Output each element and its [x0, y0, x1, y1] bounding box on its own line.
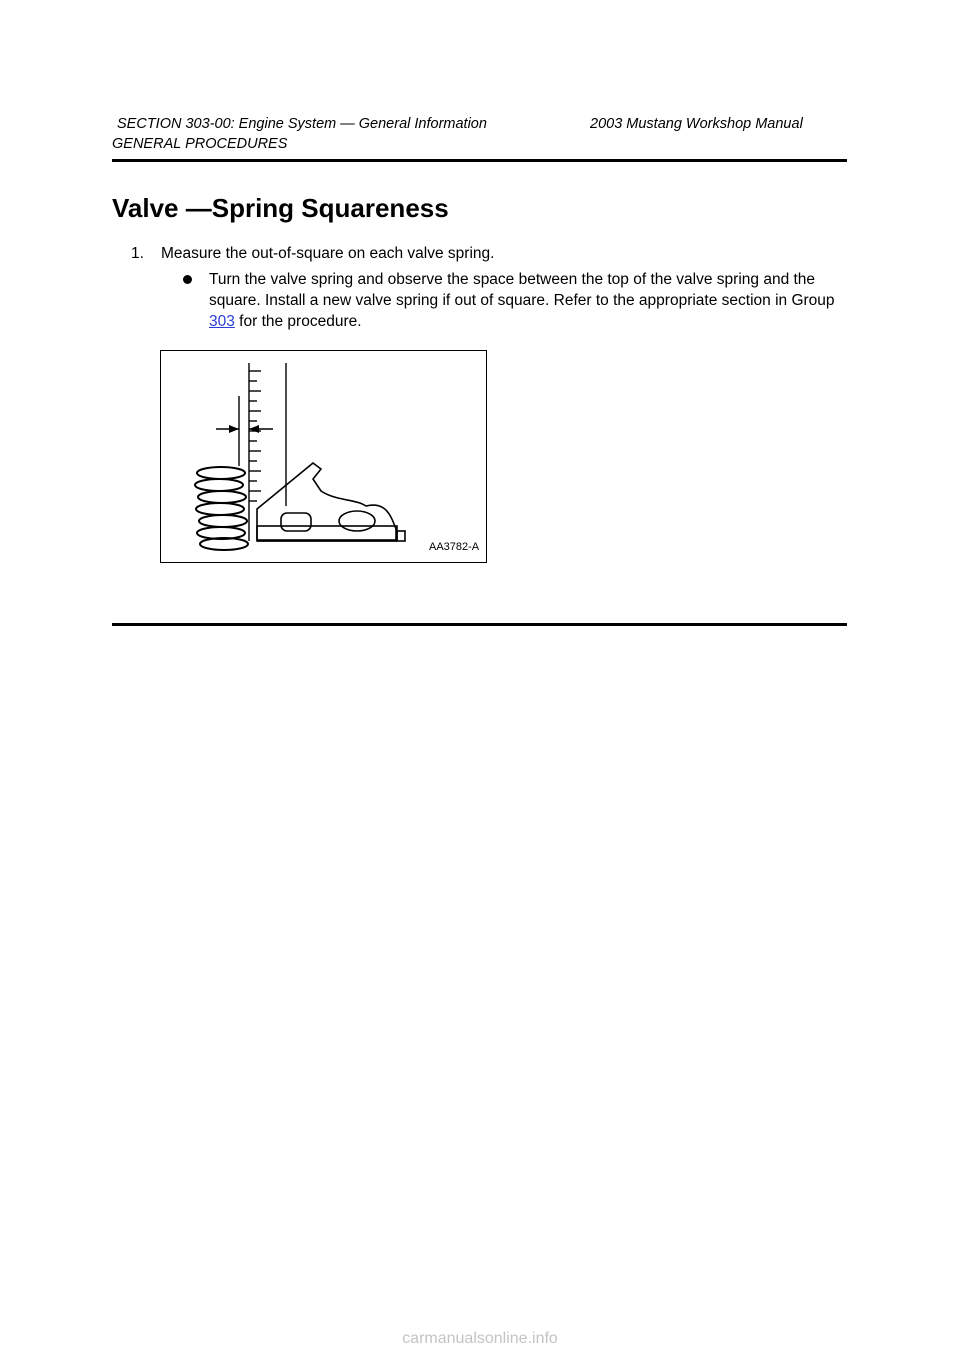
header-subsection: GENERAL PROCEDURES — [112, 136, 288, 152]
valve-spring-square-illustration — [161, 351, 486, 562]
step-text: Measure the out-of-square on each valve spring. — [161, 245, 495, 262]
step-1 — [131, 245, 494, 263]
bullet-text-after: for the procedure. — [234, 313, 362, 330]
header-rule — [112, 159, 847, 162]
bullet-text — [209, 269, 843, 332]
step-number: 1. — [131, 245, 144, 262]
figure-valve-spring-square — [160, 350, 487, 563]
header-manual-title: 2003 Mustang Workshop Manual — [590, 116, 803, 132]
watermark-footer: carmanualsonline.info — [402, 1330, 558, 1347]
step-1-bullet — [183, 269, 843, 332]
bullet-dot-icon — [183, 275, 192, 284]
page-title: Valve —Spring Squareness — [112, 193, 449, 223]
footer-rule — [112, 623, 847, 626]
header-section-title: SECTION 303-00: Engine System — General Information — [117, 116, 487, 132]
group-303-link[interactable]: 303 — [209, 313, 235, 330]
figure-label: AA3782-A — [429, 541, 480, 553]
bullet-text-before: Turn the valve spring and observe the space between the top of the valve spring and the square. Install a new valve spring if out of square. Refer to the appropriate section in Group — [209, 271, 835, 309]
